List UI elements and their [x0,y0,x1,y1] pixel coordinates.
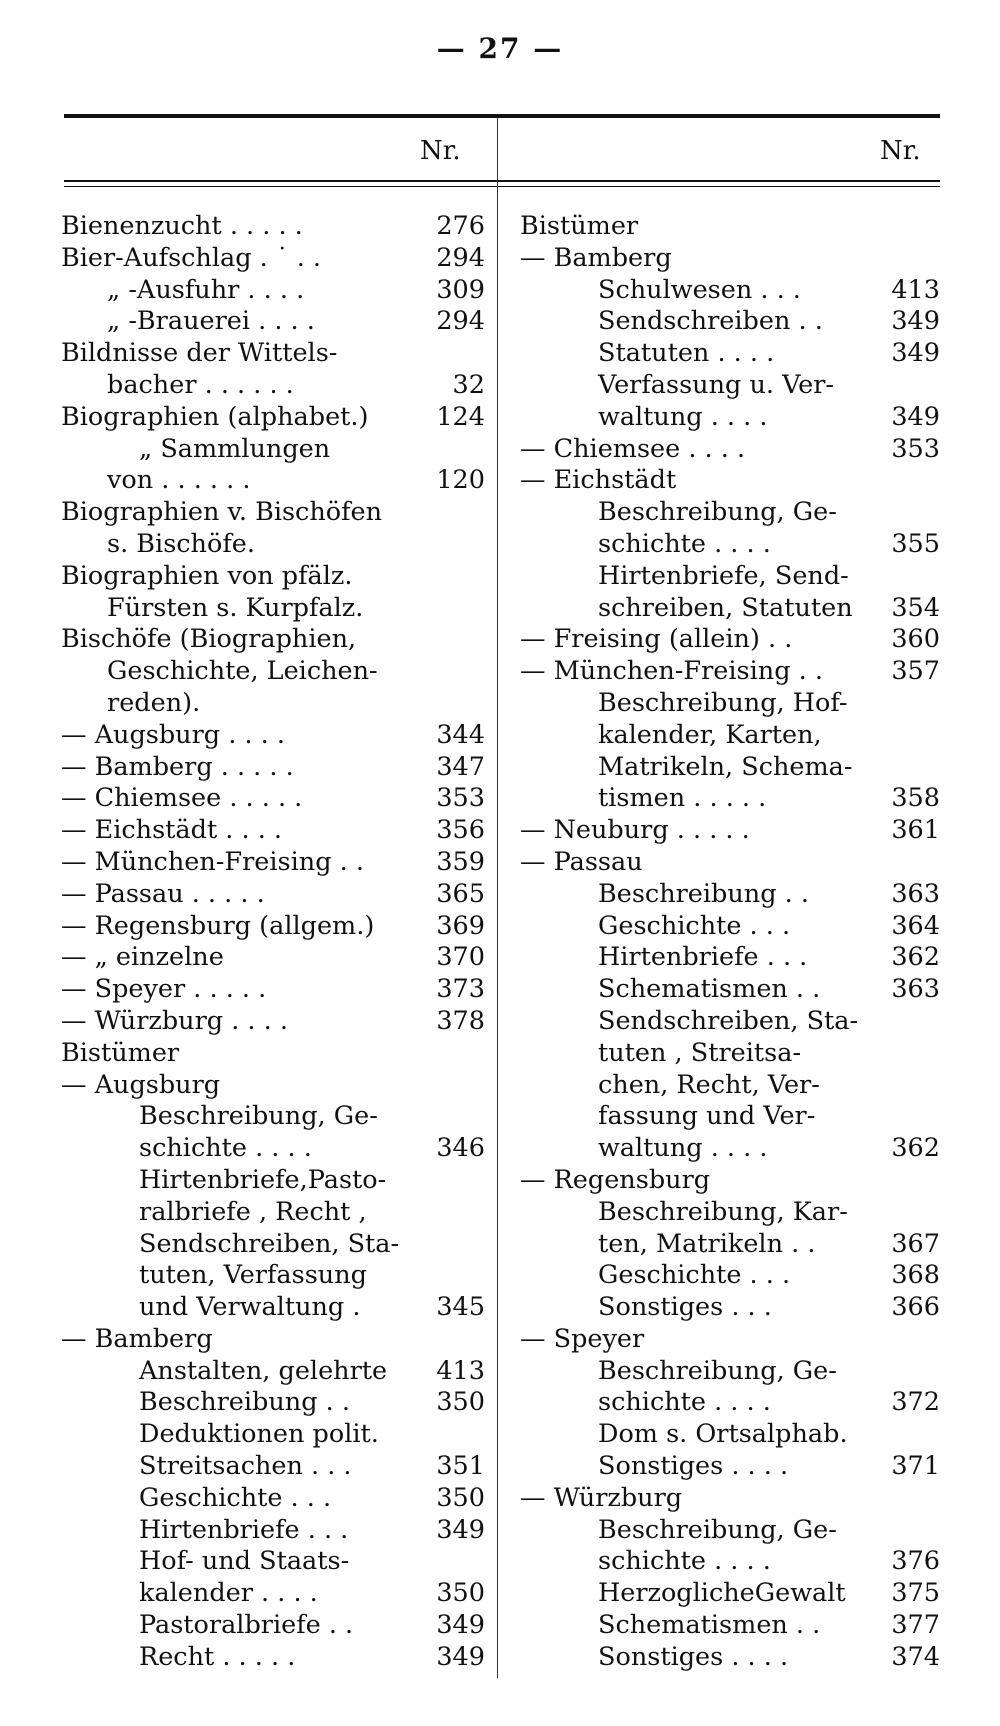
index-entry-text: Sonstiges . . . [598,1292,772,1323]
index-entry-number: 360 [891,624,940,655]
index-entry-text: Pastoralbriefe . . [139,1610,354,1641]
index-entry-text: chen, Recht, Ver- [598,1069,820,1100]
index-entry [520,306,940,338]
index-entry-text: Beschreibung, Ge- [598,497,837,528]
index-entry-text: Schematismen . . [598,1610,821,1641]
index-entry-text: Deduktionen polit. [139,1419,379,1450]
index-entry [61,815,485,847]
index-entry-number: 349 [436,1610,485,1641]
left-column-header: Nr. [420,136,461,166]
index-entry-text: — Augsburg . . . . [61,719,285,750]
index-entry [61,306,485,338]
column-separator [497,118,498,1678]
index-entry [520,1101,940,1133]
index-entry [61,783,485,815]
index-entry-text: Beschreibung . . [139,1387,350,1418]
index-entry-text: Beschreibung, Ge- [598,1514,837,1545]
index-entry [61,942,485,974]
index-entry [61,497,485,529]
index-entry-number: 353 [436,783,485,814]
index-entry-text: — Neuburg . . . . . [520,815,750,846]
index-entry-text: — Eichstädt [520,465,677,496]
index-entry [520,1292,940,1324]
index-entry-text: kalender, Karten, [598,719,822,750]
index-entry-text: fassung und Ver- [598,1101,816,1132]
index-entry-text: Bienenzucht . . . . . [61,211,303,241]
index-entry [61,974,485,1006]
index-entry-text: waltung . . . . [598,401,768,432]
index-entry-number: 354 [891,592,940,623]
index-entry-number: 363 [891,974,940,1005]
index-entry-number: 367 [891,1228,940,1259]
index-entry [520,847,940,879]
index-entry-number: 294 [436,306,485,337]
index-entry-text: „ -Brauerei . . . . [107,306,315,337]
index-entry [520,1260,940,1292]
index-entry [520,974,940,1006]
index-entry-text: Hirtenbriefe . . . [598,942,808,973]
index-entry [61,1451,485,1483]
index-entry-number: 124 [436,401,485,432]
index-entry-text: s. Bischöfe. [107,528,255,559]
index-entry-number: 370 [436,942,485,973]
index-entry-number: 366 [891,1292,940,1323]
index-entry-number: 32 [452,369,485,400]
index-entry-number: 413 [891,274,940,305]
index-entry-text: „ -Ausfuhr . . . . [107,274,305,305]
index-entry-text: — Regensburg [520,1164,711,1195]
index-entry [520,1133,940,1165]
index-entry [520,1165,940,1197]
index-entry-text: — Freising (allein) . . [520,624,793,655]
index-entry [520,1451,940,1483]
top-rule [64,114,940,118]
index-entry [520,1578,940,1610]
index-entry [520,402,940,434]
index-entry [520,688,940,720]
index-entry [61,1610,485,1642]
index-entry-number: 349 [436,1514,485,1545]
index-entry [61,1197,485,1229]
index-entry-text: schichte . . . . [598,1387,771,1418]
index-entry [520,1324,940,1356]
index-entry [520,942,940,974]
index-entry-number: 350 [436,1387,485,1418]
index-entry [61,402,485,434]
index-entry-text: Bistümer [61,1037,180,1068]
index-entry-number: 346 [436,1133,485,1164]
index-entry-text: Sendschreiben, Sta- [139,1228,400,1259]
index-entry-text: — „ einzelne [61,942,224,973]
index-entry [520,783,940,815]
index-entry-text: Sendschreiben . . [598,306,823,337]
index-entry-text: — München-Freising . . [520,656,823,687]
index-entry [61,656,485,688]
index-entry [61,1006,485,1038]
index-entry-text: Hirtenbriefe . . . [139,1514,349,1545]
index-entry [61,1483,485,1515]
right-column [520,211,940,1674]
index-entry [520,1229,940,1261]
header-rule [64,180,940,182]
index-entry [520,656,940,688]
index-entry-text: Verfassung u. Ver- [598,369,835,400]
index-entry-number: 372 [891,1387,940,1418]
index-entry-text: Hirtenbriefe,Pasto- [139,1164,387,1195]
index-entry-text: Hirtenbriefe, Send- [598,560,849,591]
index-entry-text: bacher . . . . . . [107,369,294,400]
index-entry-text: ten, Matrikeln . . [598,1228,816,1259]
index-entry [520,1387,940,1419]
index-entry-text: kalender . . . . [139,1578,318,1609]
index-entry [61,529,485,561]
index-entry-text: Geschichte . . . [139,1482,332,1513]
index-entry-text: Schulwesen . . . [598,274,801,305]
index-entry-number: 349 [436,1641,485,1672]
right-column-header: Nr. [880,136,921,166]
index-entry [61,1165,485,1197]
index-entry-text: tuten, Verfassung [139,1260,367,1291]
index-entry-text: — Passau [520,846,643,877]
index-entry-number: 350 [436,1482,485,1513]
index-entry-text: Statuten . . . . [598,338,775,369]
index-entry-number: 349 [891,338,940,369]
index-entry-text: — Chiemsee . . . . . [61,783,303,814]
index-entry [61,338,485,370]
index-entry [520,624,940,656]
index-entry-number: 373 [436,974,485,1005]
index-entry [61,1229,485,1261]
index-entry [61,1546,485,1578]
index-entry [520,752,940,784]
index-entry-number: 362 [891,1133,940,1164]
index-entry [520,275,940,307]
index-entry-number: 359 [436,846,485,877]
index-entry-text: tuten , Streitsa- [598,1037,802,1068]
index-entry-text: — Speyer . . . . . [61,974,267,1005]
index-entry-text: Dom s. Ortsalphab. [598,1419,848,1450]
index-entry-text: und Verwaltung . [139,1292,361,1323]
index-entry-number: 362 [891,942,940,973]
header-rule-thin [64,186,940,187]
index-entry-number: 377 [891,1610,940,1641]
index-entry [61,370,485,402]
index-entry-number: 353 [891,433,940,464]
index-entry-number: 374 [891,1641,940,1672]
index-entry [520,497,940,529]
index-entry [61,1387,485,1419]
index-entry-text: schichte . . . . [139,1133,312,1164]
index-entry [520,1642,940,1674]
index-entry-text: Biographien (alphabet.) [61,401,369,432]
index-entry-text: — Bamberg [520,242,672,273]
index-entry [61,1133,485,1165]
index-entry [520,1197,940,1229]
index-entry [61,1578,485,1610]
index-entry-text: — Speyer [520,1323,645,1354]
index-entry-number: 358 [891,783,940,814]
index-entry [61,1419,485,1451]
index-entry [61,593,485,625]
index-entry [520,1038,940,1070]
index-entry-number: 378 [436,1005,485,1036]
index-entry [520,879,940,911]
index-entry-text: Beschreibung, Hof- [598,687,848,718]
index-entry-number: 413 [436,1355,485,1386]
index-entry-number: 349 [891,306,940,337]
index-entry-number: 361 [891,815,940,846]
index-entry-text: — Eichstädt . . . . [61,815,283,846]
index-entry-number: 350 [436,1578,485,1609]
index-entry [61,1292,485,1324]
index-entry-number: 294 [436,242,485,273]
index-entry-text: Anstalten, gelehrte [139,1355,388,1386]
index-entry-text: Geschichte . . . [598,1260,791,1291]
index-entry-text: von . . . . . . [107,465,251,496]
index-entry-number: 356 [436,815,485,846]
index-entry [520,370,940,402]
index-entry [61,1642,485,1674]
index-entry-number: 347 [436,751,485,782]
index-entry [61,879,485,911]
index-entry-text: Sonstiges . . . . [598,1451,789,1482]
index-entry-text: reden). [107,687,201,718]
index-entry [520,1356,940,1388]
index-entry [520,815,940,847]
index-entry-number: 376 [891,1546,940,1577]
index-entry [520,1610,940,1642]
index-entry-text: Matrikeln, Schema- [598,751,853,782]
index-entry [520,911,940,943]
index-entry-number: 351 [436,1451,485,1482]
index-entry [520,211,940,243]
index-entry-text: HerzoglicheGewalt [598,1578,846,1609]
index-entry [520,529,940,561]
index-entry [61,752,485,784]
index-entry-text: Bier-Aufschlag . ˙ . . [61,242,322,273]
page-number: — 27 — [436,32,564,65]
index-entry [520,243,940,275]
index-entry-text: — Augsburg [61,1069,221,1100]
index-entry-text: — Regensburg (allgem.) [61,910,375,941]
index-entry-number: 309 [436,274,485,305]
index-entry-text: Bistümer [520,211,639,241]
index-entry [520,720,940,752]
index-entry [520,465,940,497]
index-entry-text: Sonstiges . . . . [598,1641,789,1672]
index-entry-text: — Würzburg [520,1482,683,1513]
index-entry [61,1515,485,1547]
index-entry [520,561,940,593]
index-entry-text: „ Sammlungen [139,433,331,464]
index-entry-text: Schematismen . . [598,974,821,1005]
index-entry [61,465,485,497]
index-entry-number: 369 [436,910,485,941]
index-entry-text: Recht . . . . . [139,1641,296,1672]
index-entry [61,434,485,466]
index-entry [61,1260,485,1292]
index-entry-text: Fürsten s. Kurpfalz. [107,592,364,623]
index-entry-text: Beschreibung, Ge- [598,1355,837,1386]
index-entry-text: Biographien von pfälz. [61,560,353,591]
index-entry-text: Beschreibung . . [598,878,809,909]
index-entry [61,275,485,307]
index-entry-text: Biographien v. Bischöfen [61,497,383,528]
index-entry [61,1101,485,1133]
index-entry-number: 368 [891,1260,940,1291]
index-entry [520,1006,940,1038]
index-entry-text: — Würzburg . . . . [61,1005,288,1036]
index-entry [61,211,485,243]
index-entry-number: 276 [436,211,485,241]
index-entry [61,561,485,593]
index-entry-text: Beschreibung, Ge- [139,1101,378,1132]
index-entry [61,1070,485,1102]
index-entry-number: 365 [436,878,485,909]
index-entry [61,1356,485,1388]
index-entry [520,1419,940,1451]
index-entry-text: Geschichte . . . [598,910,791,941]
index-entry-text: — München-Freising . . [61,846,364,877]
index-entry-text: ralbriefe , Recht , [139,1196,367,1227]
index-entry-number: 349 [891,401,940,432]
index-entry [61,243,485,275]
index-entry [61,1324,485,1356]
index-entry [520,434,940,466]
index-entry [61,688,485,720]
index-entry [61,624,485,656]
index-entry-number: 355 [891,528,940,559]
index-entry-text: Geschichte, Leichen- [107,656,378,687]
index-entry [61,847,485,879]
index-entry-number: 364 [891,910,940,941]
index-entry-text: Hof- und Staats- [139,1546,350,1577]
index-entry-text: Sendschreiben, Sta- [598,1005,859,1036]
index-entry-text: — Chiemsee . . . . [520,433,746,464]
index-entry [61,1038,485,1070]
index-entry-text: Bischöfe (Biographien, [61,624,357,655]
index-entry [61,720,485,752]
index-entry [520,338,940,370]
index-entry-text: tismen . . . . . [598,783,767,814]
index-entry [520,1515,940,1547]
index-entry-text: schreiben, Statuten [598,592,853,623]
index-entry-number: 120 [436,465,485,496]
index-entry-number: 363 [891,878,940,909]
index-entry-number: 345 [436,1292,485,1323]
index-entry [61,911,485,943]
index-entry-text: Bildnisse der Wittels- [61,338,338,369]
index-entry [520,1546,940,1578]
index-entry-number: 357 [891,656,940,687]
index-entry-number: 371 [891,1451,940,1482]
index-entry-text: schichte . . . . [598,528,771,559]
index-entry-text: schichte . . . . [598,1546,771,1577]
index-entry [520,1070,940,1102]
index-entry [520,1483,940,1515]
index-entry-text: — Bamberg [61,1323,213,1354]
index-entry-text: — Passau . . . . . [61,878,265,909]
index-entry-number: 375 [891,1578,940,1609]
index-entry [520,593,940,625]
index-entry-number: 344 [436,719,485,750]
index-entry-text: Beschreibung, Kar- [598,1196,848,1227]
index-entry-text: — Bamberg . . . . . [61,751,294,782]
index-entry-text: waltung . . . . [598,1133,768,1164]
left-column [61,211,485,1674]
index-entry-text: Streitsachen . . . [139,1451,352,1482]
